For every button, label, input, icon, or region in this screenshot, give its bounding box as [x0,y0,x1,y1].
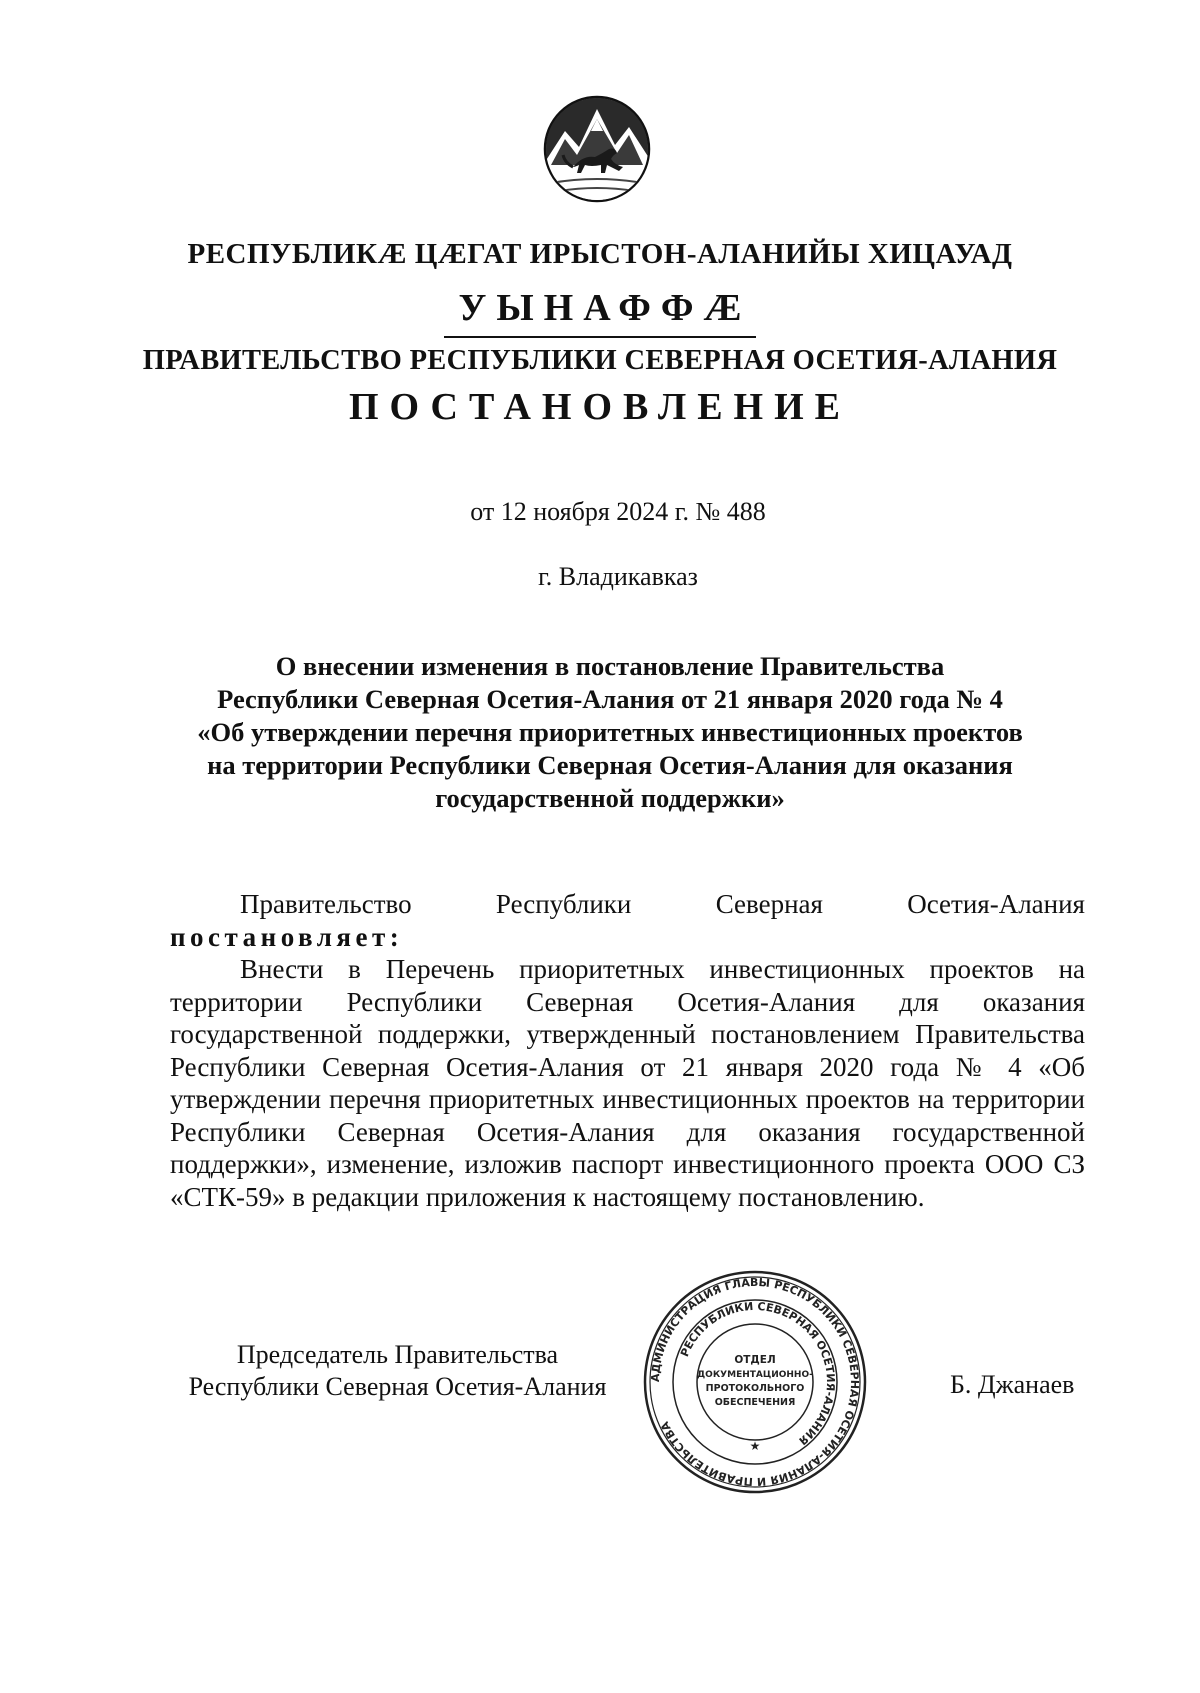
ossetian-document-type [0,286,1200,338]
subject-line: государственной поддержки» [435,783,785,813]
signatory-title [170,1339,625,1403]
stamp-center-line: ОТДЕЛ [734,1354,776,1366]
subject-line: на территории Республики Северная Осетия-Алания для оказания [207,750,1013,780]
document-date-number: от 12 ноября 2024 г. № 488 [470,497,766,526]
stamp-center-line: ОБЕСПЕЧЕНИЯ [714,1397,796,1408]
subject-line: Республики Северная Осетия-Алания от 21 января 2020 года № 4 [217,684,1003,714]
resolution-preamble [170,888,1085,953]
preamble-word: Правительство [240,889,412,919]
preamble-word: Северная [715,889,823,919]
star-icon: ★ [749,1439,761,1453]
coat-of-arms-emblem [543,95,651,203]
document-subject [160,650,1060,815]
signatory-title-line: Председатель Правительства [236,1340,559,1369]
signatory-title-line: Республики Северная Осетия-Алания [188,1372,607,1401]
russian-document-type: ПОСТАНОВЛЕНИЕ [348,386,852,428]
subject-line: «Об утверждении перечня приоритетных инвестиционных проектов [197,717,1023,747]
russian-government-heading: ПРАВИТЕЛЬСТВО РЕСПУБЛИКИ СЕВЕРНАЯ ОСЕТИЯ-АЛАНИЯ [142,345,1058,376]
preamble-line [170,888,1085,921]
document-city: г. Владикавказ [538,562,698,591]
stamp-outer-text: АДМИНИСТРАЦИЯ ГЛАВЫ РЕСПУБЛИКИ СЕВЕРНАЯ ОСЕТИЯ-АЛАНИЯ И ПРАВИТЕЛЬСТВА [648,1275,862,1489]
stamp-center-line: ПРОТОКОЛЬНОГО [705,1383,805,1394]
stamp-inner-text: РЕСПУБЛИКИ СЕВЕРНАЯ ОСЕТИЯ-АЛАНИЯ [678,1299,838,1448]
official-seal-stamp [640,1265,870,1500]
preamble-word: Осетия-Алания [907,889,1085,919]
ossetian-document-type-text: УЫНАФФÆ [444,286,755,338]
resolution-body-paragraph: Внести в Перечень приоритетных инвестиционных проектов на территории Республики Северная Осетия-Алания для оказания государственной поддержки, утвержденный постановлением Правительства Республики Северная Осетия-Алания от 21 января 2020 года № 4 «Об утверждении перечня приоритетных инвестиционных проектов на территории Республики Северная Осетия-Алания для оказания государственной поддержки», изменение, изложив паспорт инвестиционного проекта ООО СЗ «СТК-59» в редакции приложения к настоящему постановлению. [170,954,1085,1212]
subject-line: О внесении изменения в постановление Правительства [275,651,945,681]
resolves-keyword: постановляет: [170,921,404,952]
signatory-name: Б. Джанаев [950,1370,1075,1399]
preamble-word: Республики [495,889,632,919]
stamp-center-line: ДОКУМЕНТАЦИОННО- [697,1370,813,1380]
ossetian-government-heading: РЕСПУБЛИКÆ ЦÆГАТ ИРЫСТОН-АЛАНИЙЫ ХИЦАУАД [187,238,1013,270]
